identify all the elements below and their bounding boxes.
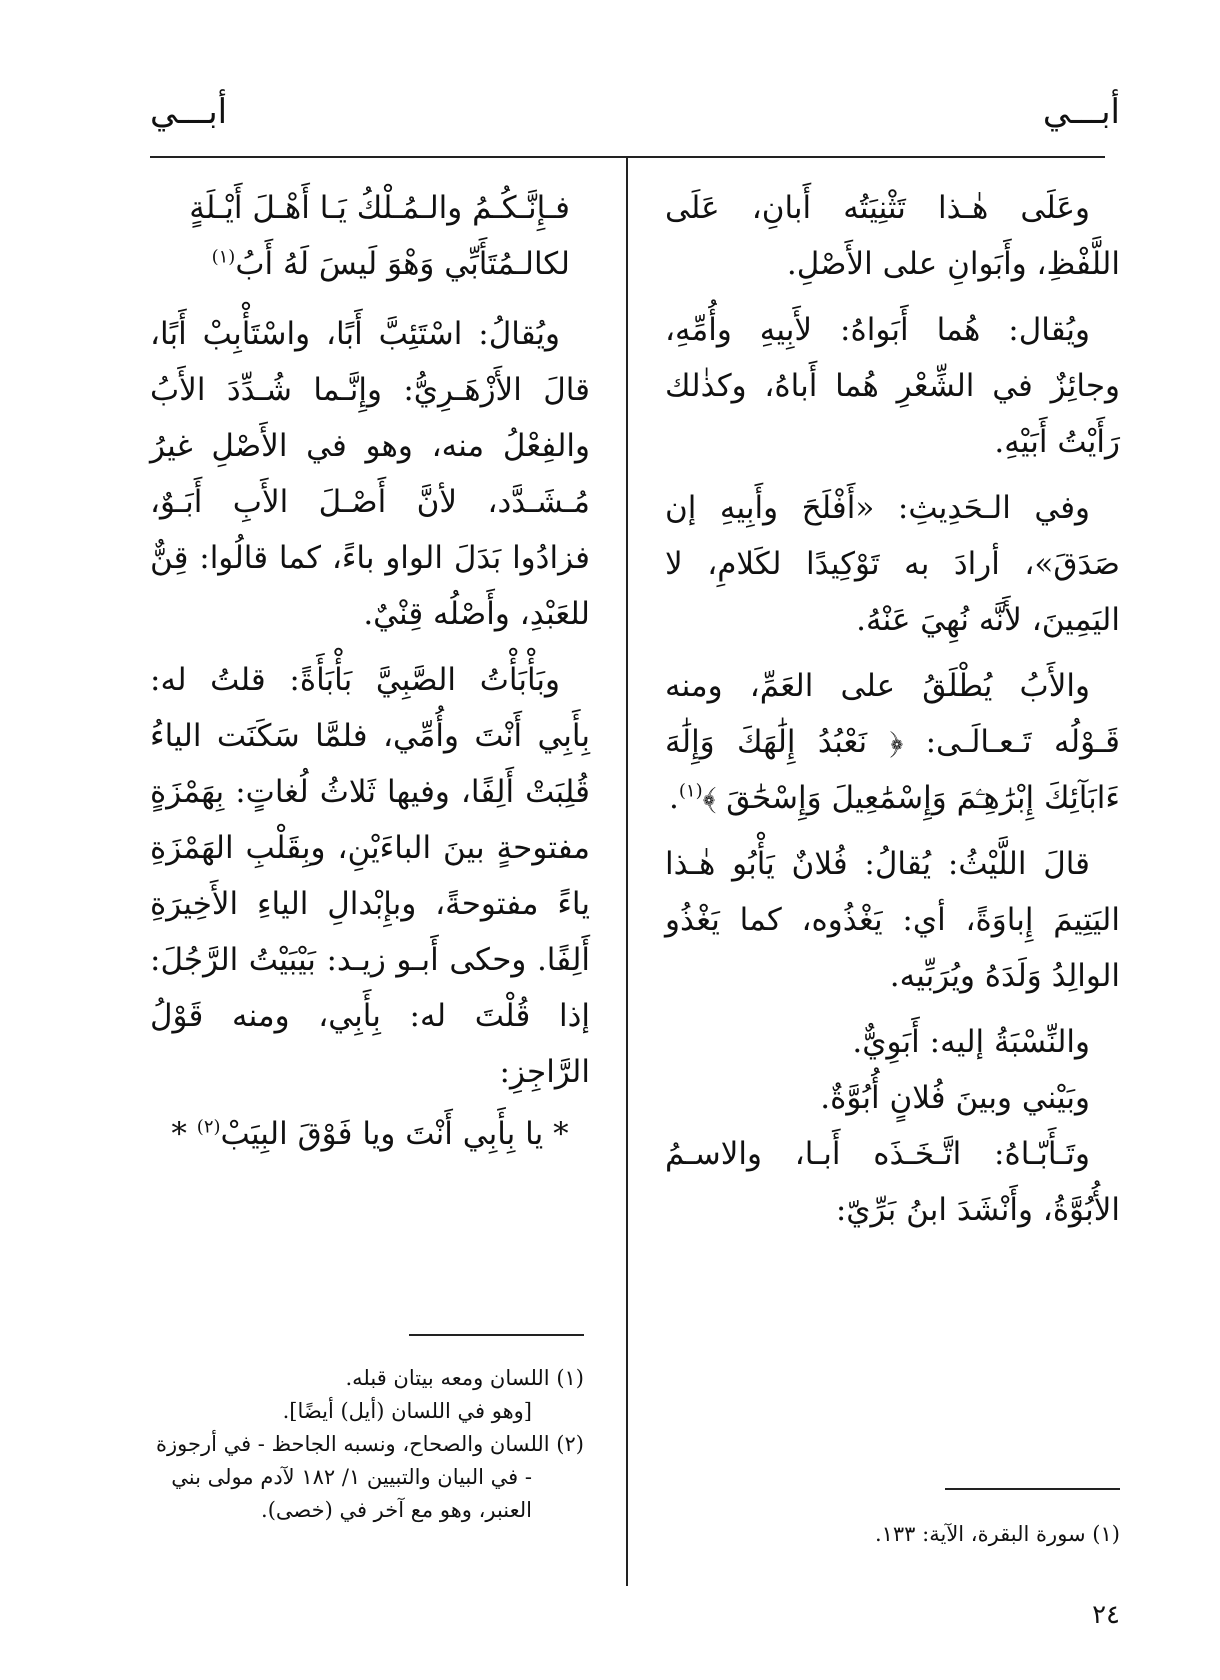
rajaz-tail: * bbox=[171, 1116, 197, 1152]
footnote: (١) سورة البقرة، الآية: ١٣٣. bbox=[874, 1522, 1120, 1546]
paragraph-tail: . bbox=[669, 780, 679, 816]
column-divider bbox=[626, 156, 628, 1586]
paragraph-text: والأَبُ يُطْلَقُ على العَمِّ، ومنه قَـوْلُه تَـعـالَـى: ﴿ نَعْبُدُ إِلَٰهَكَ وَإِلَٰهَ ءَابَآئِكَ إِبْرَٰهِـۧمَ وَإِسْمَٰعِيلَ وَإِسْحَٰقَ ﴾ bbox=[665, 668, 1120, 816]
footnote: [وهو في اللسان (أيل) أيضًا]. bbox=[282, 1399, 532, 1423]
footnote-ref: (١) bbox=[678, 780, 703, 802]
page-number: ٢٤ bbox=[1092, 1600, 1120, 1630]
paragraph: قالَ اللَّيْثُ: يُقالُ: فُلانٌ يَأْبُو هٰـذا اليَتِيمَ إِباوَةً، أي: يَغْذُوه، كما يَغْذُو الوالِدُ وَلَدَهُ ويُرَبِّيه. bbox=[665, 846, 1120, 994]
paragraph: ويُقال: هُما أَبَواهُ: لأَبِيهِ وأُمِّهِ، وجائِزٌ في الشِّعْرِ هُما أَباهُ، وكذٰلك رَأَيْتُ أَبَيْهِ. bbox=[665, 312, 1120, 460]
paragraph: ويُقالُ: اسْتَئِبَّ أَبًا، واسْتَأْبِبْ أَبًا، قالَ الأَزْهَـرِيُّ: وإِنَّـما شُـدِّدَ الأَبُ والفِعْلُ منه، وهو في الأَصْلِ غيرُ مُـشَـدَّد، لأنَّ أَصْـلَ الأَبِ أَبَـوٌ، فزادُوا بَدَلَ الواو باءً، كما قالُوا: قِنٌّ للعَبْدِ، وأَصْلُه قِنْيٌ. bbox=[150, 316, 590, 632]
paragraph: وعَلَى هٰـذا تَثْنِيَتُه أَبانِ، عَلَى اللَّفْظِ، وأَبَوانِ على الأَصْلِ. bbox=[665, 190, 1120, 282]
footnote: (٢) اللسان والصحاح، ونسبه الجاحظ - في أرجوزة bbox=[155, 1432, 584, 1456]
verse-text: لكالـمُتَأَبِّي وَهْوَ لَيسَ لَهُ أَبُ bbox=[235, 246, 570, 282]
footnote-rule bbox=[409, 1334, 584, 1336]
footnote: العنبر، وهو مع آخر في (خصى). bbox=[261, 1498, 532, 1522]
paragraph: وبَأْبَأْتُ الصَّبِيَّ بَأْبَأَةً: قلتُ له: بِأَبِي أَنْتَ وأُمِّي، فلمَّا سَكَنَت الياءُ قُلِبَتْ أَلِفًا، وفيها ثَلاثُ لُغاتٍ: بِهَمْزَةٍ مفتوحةٍ بينَ الباءَيْنِ، وبِقَلْبِ الهَمْزَةِ ياءً مفتوحةً، وبإِبْدالِ الياءِ الأَخِيرَةِ أَلِفًا. وحكى أَبـو زيـد: بَيْبَيْتُ الرَّجُلَ: إذا قُلْتَ له: بِأَبِي، ومنه قَوْلُ الرَّاجِزِ: bbox=[150, 662, 590, 1090]
running-head-left: أبـــي bbox=[150, 92, 228, 132]
right-column bbox=[665, 180, 1120, 1248]
paragraph: وبَيْني وبينَ فُلانٍ أُبُوَّةٌ. bbox=[820, 1080, 1090, 1116]
footnote: - في البيان والتبيين ١/ ١٨٢ لآدم مولى بني bbox=[171, 1465, 532, 1489]
paragraph: وتَـأَبّـاهُ: اتَّـخَـذَه أَبـا، والاسـمُ الأُبُوَّةُ، وأَنْشَدَ ابنُ بَرِّيّ: bbox=[665, 1136, 1120, 1228]
footnote-ref: (١) bbox=[211, 246, 236, 268]
running-head-right: أبـــي bbox=[1042, 92, 1120, 132]
verse-line bbox=[150, 236, 590, 292]
footnotes-right bbox=[665, 1518, 1120, 1551]
paragraph: والنِّسْبَةُ إليه: أَبَوِيٌّ. bbox=[852, 1024, 1090, 1060]
rajaz-text: * يا بِأَبِي أَنْتَ ويا فَوْقَ البِيَبْ bbox=[220, 1116, 569, 1152]
footnote-ref: (٢) bbox=[196, 1116, 221, 1138]
footnote-rule bbox=[945, 1488, 1120, 1490]
footnote: (١) اللسان ومعه بيتان قبله. bbox=[345, 1366, 584, 1390]
footnotes-left bbox=[144, 1362, 584, 1527]
quran-paragraph bbox=[665, 658, 1120, 826]
rajaz-line bbox=[150, 1106, 590, 1162]
left-column bbox=[150, 180, 590, 1162]
paragraph: وفي الـحَدِيثِ: «أَفْلَحَ وأَبِيهِ إن صَدَقَ»، أرادَ به تَوْكِيدًا لكَلامِ، لا اليَمِينَ، لأَنَّه نُهِيَ عَنْهُ. bbox=[665, 490, 1120, 638]
verse-line: فـإِنَّـكُـمُ والـمُـلْكُ يَـا أَهْـلَ أَيْـلَةٍ bbox=[189, 190, 570, 226]
